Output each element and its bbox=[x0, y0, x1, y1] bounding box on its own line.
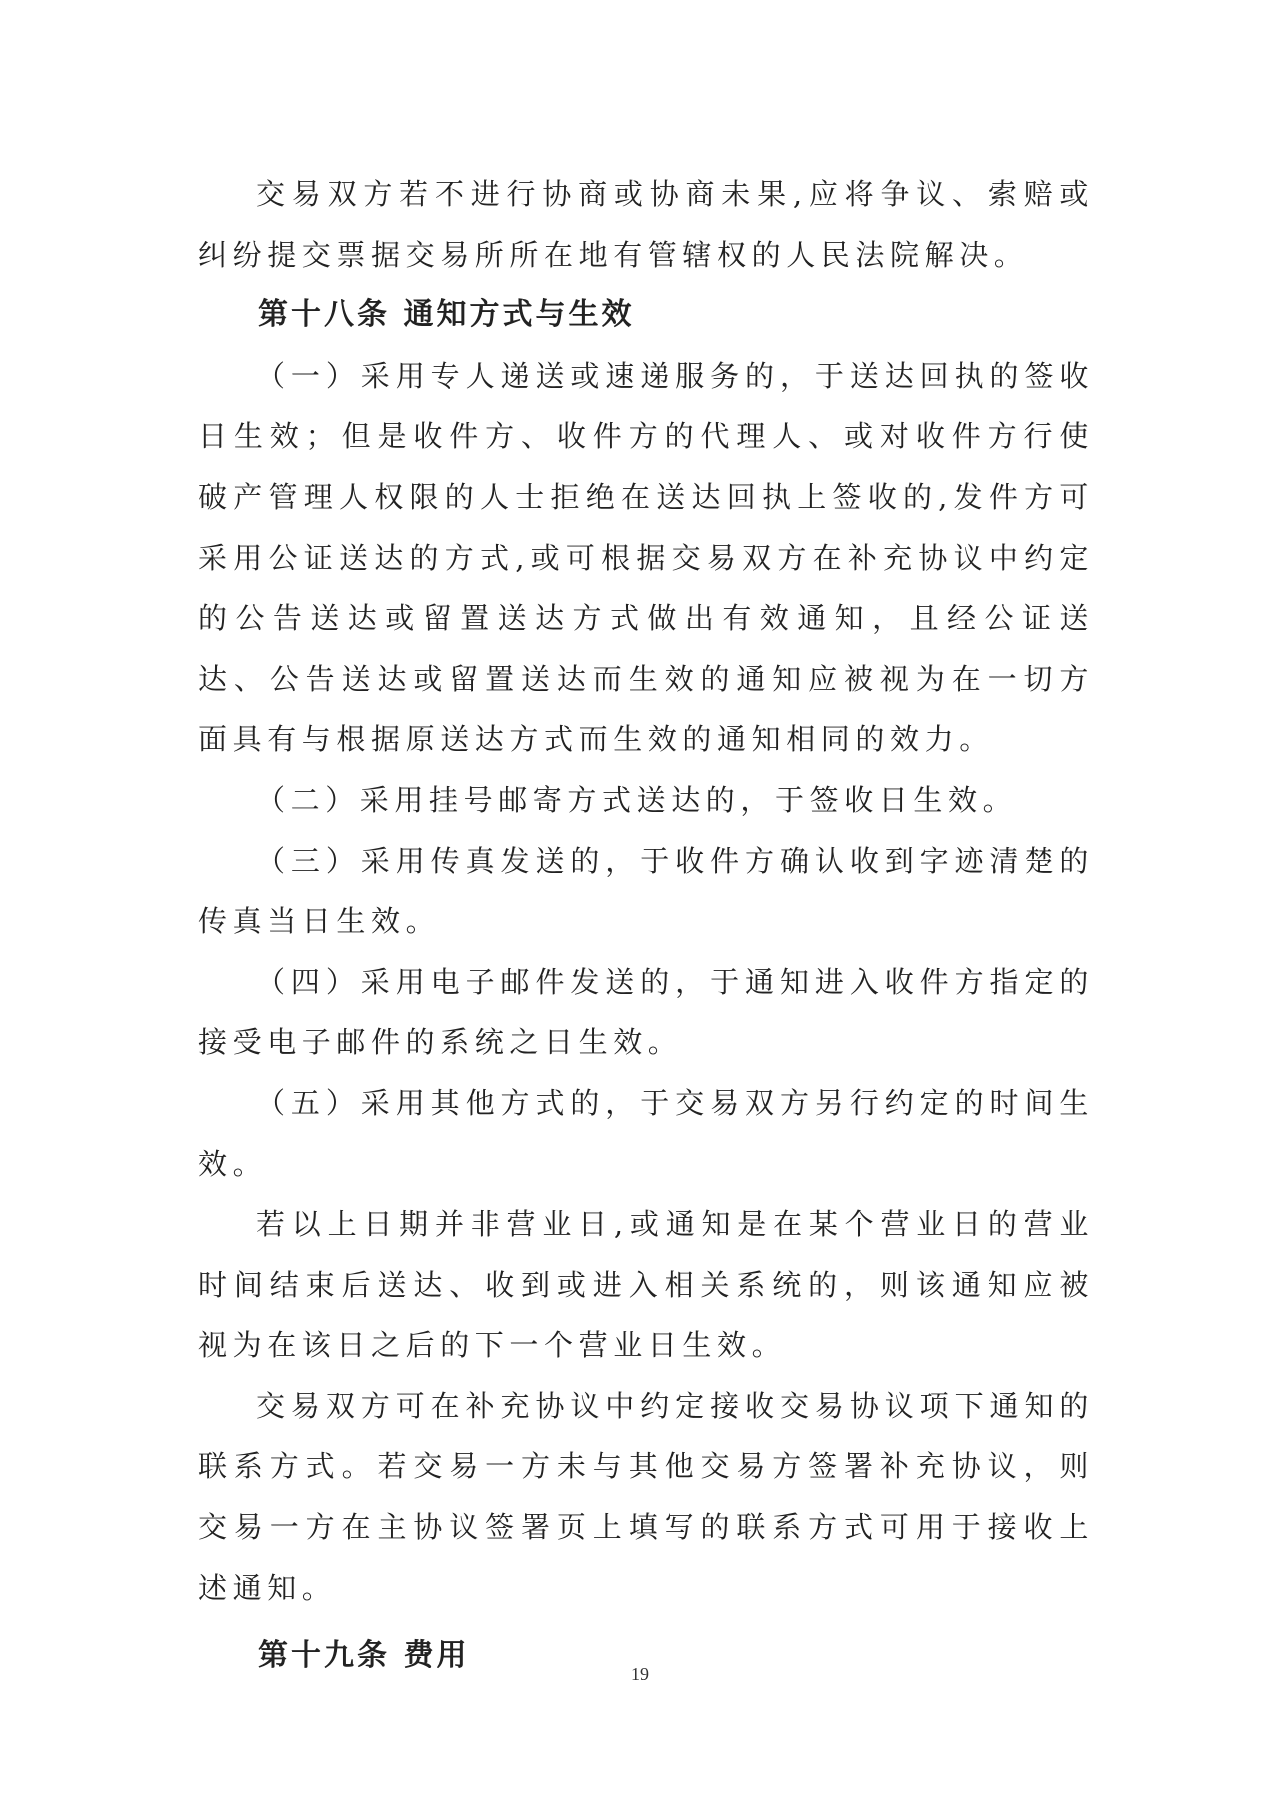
contact-method-paragraph: 交易双方可在补充协议中约定接收交易协议项下通知的联系方式。若交易一方未与其他交易方签署补充协议，则交易一方在主协议签署页上填写的联系方式可用于接收上述通知。 bbox=[198, 1388, 1094, 1605]
clause-5-paragraph: （五）采用其他方式的，于交易双方另行约定的时间生效。 bbox=[198, 1085, 1094, 1181]
business-day-paragraph: 若以上日期并非营业日,或通知是在某个营业日的营业时间结束后送达、收到或进入相关系统的，则该通知应被视为在该日之后的下一个营业日生效。 bbox=[198, 1207, 1094, 1363]
clause-3-paragraph: （三）采用传真发送的，于收件方确认收到字迹清楚的传真当日生效。 bbox=[198, 843, 1094, 939]
article-18-heading: 第十八条 通知方式与生效 bbox=[258, 297, 635, 333]
clause-4-paragraph: （四）采用电子邮件发送的，于通知进入收件方指定的接受电子邮件的系统之日生效。 bbox=[198, 964, 1094, 1060]
dispute-resolution-paragraph: 交易双方若不进行协商或协商未果,应将争议、索赔或纠纷提交票据交易所所在地有管辖权的人民法院解决。 bbox=[198, 177, 1094, 272]
page-number: 19 bbox=[631, 1664, 649, 1684]
article-19-heading: 第十九条 费用 bbox=[258, 1638, 470, 1674]
clause-2-paragraph: （二）采用挂号邮寄方式送达的，于签收日生效。 bbox=[256, 782, 1018, 817]
clause-1-paragraph: （一）采用专人递送或速递服务的，于送达回执的签收日生效；但是收件方、收件方的代理人、或对收件方行使破产管理人权限的人士拒绝在送达回执上签收的,发件方可采用公证送达的方式,或可根据交易双方在补充协议中约定的公告送达或留置送达方式做出有效通知，且经公证送达、公告送达或留置送达而生效的通知应被视为在一切方面具有与根据原送达方式而生效的通知相同的效力。 bbox=[198, 358, 1094, 757]
document-body bbox=[198, 164, 1094, 1687]
